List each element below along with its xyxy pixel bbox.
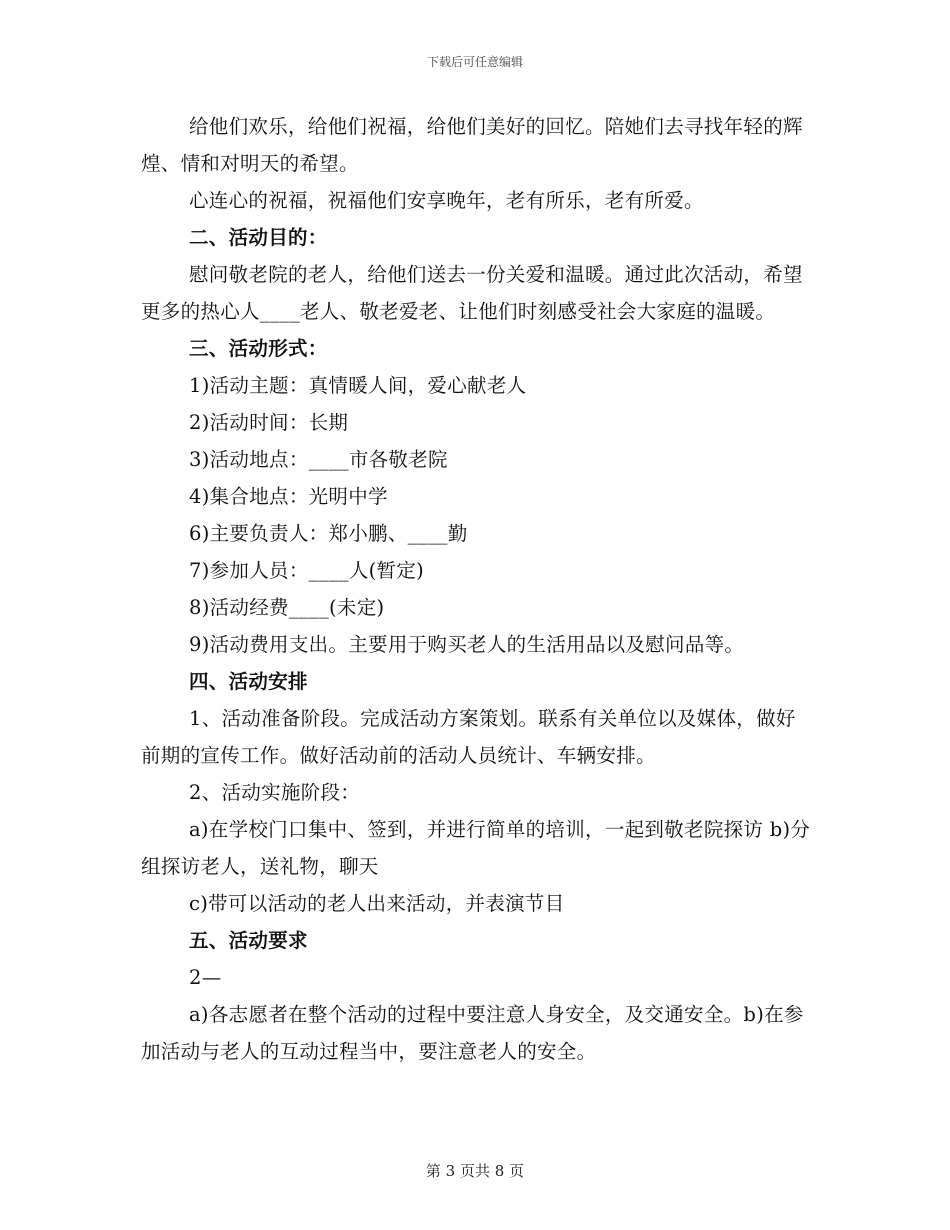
- page-header-note: 下载后可任意编辑: [426, 55, 523, 69]
- list-item: 9)活动费用支出。主要用于购买老人的生活用品以及慰问品等。: [189, 633, 745, 656]
- section-heading: 五、活动要求: [189, 929, 308, 952]
- paragraph: c)带可以活动的老人出来活动，并表演节目: [189, 892, 565, 915]
- paragraph: 给他们欢乐，给他们祝福，给他们美好的回忆。陪她们去寻找年轻的辉煌、情和对明天的希望。: [141, 115, 803, 175]
- list-item: 1)活动主题：真情暖人间，爱心献老人: [189, 374, 527, 397]
- list-item: 2)活动时间：长期: [189, 411, 349, 434]
- list-item: 6)主要负责人：郑小鹏、____勤: [189, 522, 468, 545]
- section-heading: 四、活动安排: [189, 670, 308, 693]
- paragraph: 慰问敬老院的老人，给他们送去一份关爱和温暖。通过此次活动，希望更多的热心人____老人、敬老爱老、让他们时刻感受社会大家庭的温暖。: [141, 263, 803, 323]
- list-item: 3)活动地点：____市各敬老院: [189, 448, 448, 471]
- list-item: 4)集合地点：光明中学: [189, 485, 388, 508]
- section-heading: 二、活动目的：: [189, 226, 328, 249]
- paragraph: 2—: [189, 966, 222, 989]
- list-item: 7)参加人员：____人(暂定): [189, 559, 425, 582]
- paragraph: 心连心的祝福，祝福他们安享晚年，老有所乐，老有所爱。: [189, 189, 704, 212]
- paragraph: 1、活动准备阶段。完成活动方案策划。联系有关单位以及媒体，做好前期的宣传工作。做好活动前的活动人员统计、车辆安排。: [141, 707, 796, 767]
- section-heading: 三、活动形式：: [189, 337, 328, 360]
- paragraph: a)各志愿者在整个活动的过程中要注意人身安全，及交通安全。b)在参加活动与老人的互动过程当中，要注意老人的安全。: [141, 1003, 804, 1063]
- paragraph: a)在学校门口集中、签到，并进行简单的培训，一起到敬老院探访 b)分组探访老人，送礼物，聊天: [141, 818, 811, 878]
- document-body: [141, 108, 811, 1070]
- page-footer-number: 第 3 页共 8 页: [425, 1162, 525, 1180]
- list-item: 8)活动经费____(未定): [189, 596, 385, 619]
- paragraph: 2、活动实施阶段：: [189, 781, 361, 804]
